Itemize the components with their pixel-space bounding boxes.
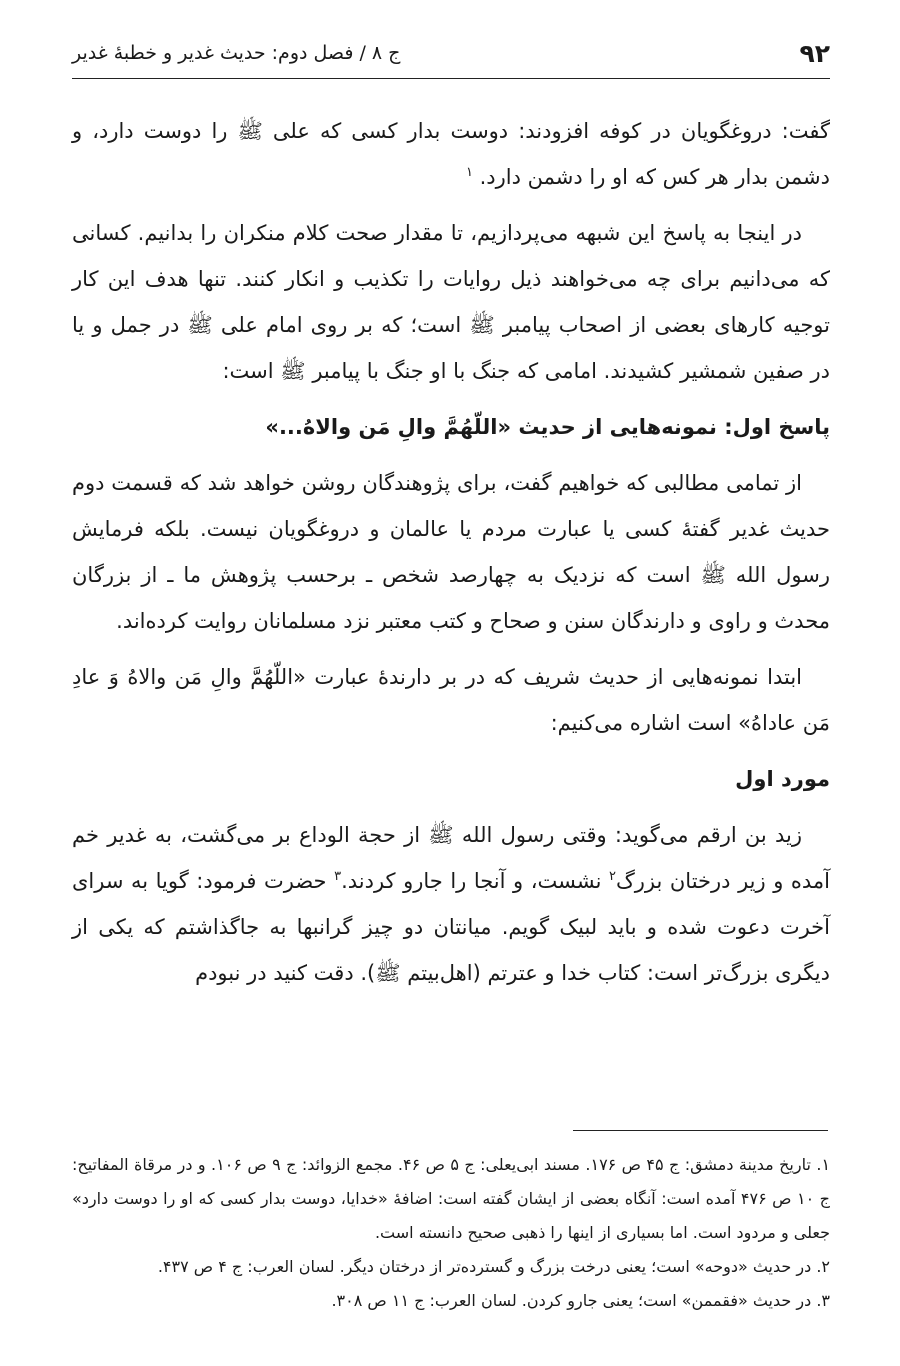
main-text — [72, 108, 830, 1006]
footnote-2: ۲. در حدیث «دوحه» است؛ یعنی درخت بزرگ و گسترده‌تر از درختان دیگر. لسان العرب: ج ۴ ص ۴۳۷. — [157, 1257, 830, 1276]
footnotes — [72, 1148, 830, 1318]
footnote-ref-1: ۱ — [465, 165, 473, 180]
paragraph-1 — [72, 108, 830, 200]
paragraph-5-text-c: حضرت فرمود: گویا به سرای آخرت دعوت شده و باید لبیک گویم. میانتان دو چیز گرانبها به جاگذاشتم که یکی از دیگری بزرگ‌تر است: کتاب خدا و عترتم (اهل‌بیتم ﷺ). دقت کنید در نبودم — [72, 869, 830, 985]
footnote-3: ۳. در حدیث «فقممن» است؛ یعنی جارو کردن. لسان العرب: ج ۱۱ ص ۳۰۸. — [331, 1291, 830, 1310]
paragraph-3: از تمامی مطالبی که خواهیم گفت، برای پژوهندگان روشن خواهد شد که قسمت دوم حدیث غدیر گفتهٔ کسی یا عبارت مردم یا عالمان و دروغگویان نیست. بلکه فرمایش رسول الله ﷺ است که نزدیک به چهارصد شخص ـ برحسب پژوهش ما ـ از بزرگان محدث و راوی و دارندگان سنن و صحاح و کتب معتبر نزد مسلمانان روایت کرده‌اند. — [72, 471, 830, 633]
running-title: ج ۸ / فصل دوم: حدیث غدیر و خطبهٔ غدیر — [72, 42, 401, 64]
paragraph-5-text-b: نشست، و آنجا را جارو کردند. — [341, 869, 609, 893]
section-heading-1: پاسخ اول: نمونه‌هایی از حدیث «اللّهُمَّ والِ مَن والاهُ...» — [265, 415, 830, 439]
page-number: ۹۲ — [799, 38, 830, 68]
footnote-divider — [573, 1130, 828, 1131]
paragraph-1-text: گفت: دروغگویان در کوفه افزودند: دوست بدار کسی که علی ﷺ را دوست دارد، و دشمن بدار هر کس که او را دشمن دارد. — [72, 119, 830, 189]
paragraph-5-text-a: زید بن ارقم می‌گوید: وقتی رسول الله ﷺ از حجة الوداع بر می‌گشت، به غدیر خم آمده و زیر درختان بزرگ — [72, 823, 830, 893]
paragraph-2: در اینجا به پاسخ این شبهه می‌پردازیم، تا مقدار صحت کلام منکران را بدانیم. کسانی که می‌دانیم برای چه می‌خواهند ذیل روایات را تکذیب و انکار کنند. تنها هدف این کار توجیه کارهای بعضی از اصحاب پیامبر ﷺ است؛ که بر روی امام علی ﷺ در جمل و یا در صفین شمشیر کشیدند. امامی که جنگ با او جنگ با پیامبر ﷺ است: — [72, 221, 830, 383]
paragraph-5 — [72, 812, 830, 996]
section-heading-2: مورد اول — [735, 767, 830, 791]
footnote-ref-3: ۳ — [334, 869, 342, 884]
page-header — [72, 28, 830, 79]
footnote-ref-2: ۲ — [608, 869, 616, 884]
paragraph-4: ابتدا نمونه‌هایی از حدیث شریف که در بر دارندهٔ عبارت «اللّهُمَّ والِ مَن والاهُ وَ عادِ مَن عاداهُ» است اشاره می‌کنیم: — [72, 665, 830, 735]
footnote-1: ۱. تاریخ مدینة دمشق: ج ۴۵ ص ۱۷۶. مسند ابی‌یعلی: ج ۵ ص ۴۶. مجمع الزوائد: ج ۹ ص ۱۰۶. و در مرقاة المفاتیح: ج ۱۰ ص ۴۷۶ آمده است: آنگاه بعضی از ایشان گفته است: اضافهٔ «خدایا، دوست بدار کسی که او را دوست دارد» جعلی و مردود است. اما بسیاری از اینها را ذهبی صحیح دانسته است. — [72, 1155, 831, 1242]
